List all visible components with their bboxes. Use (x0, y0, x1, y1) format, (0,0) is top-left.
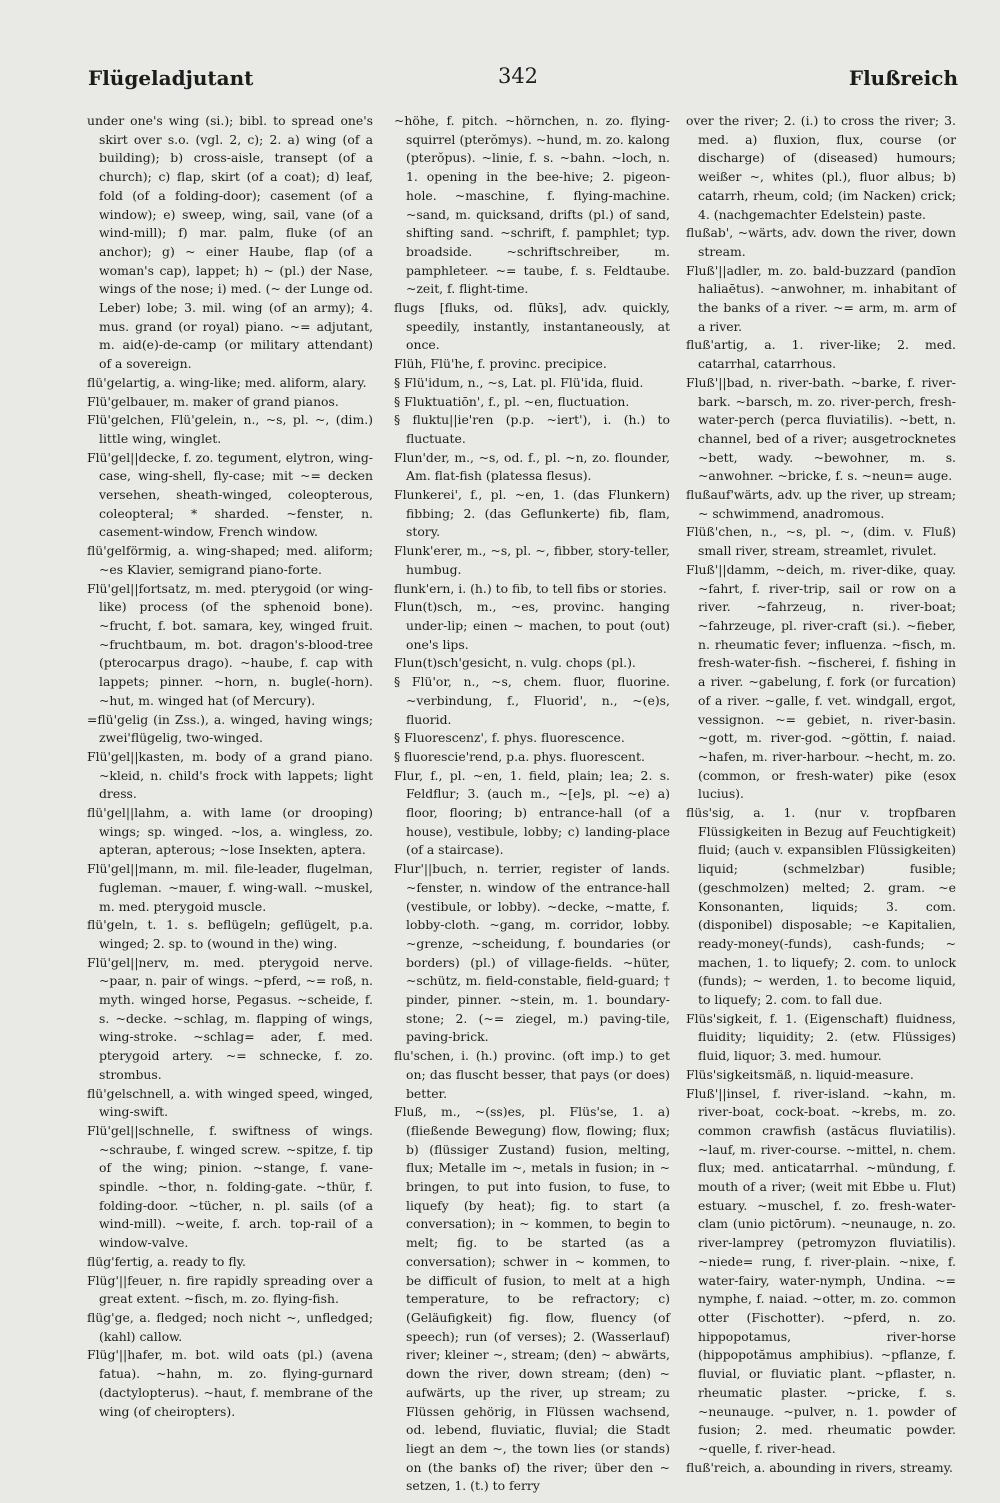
dictionary-entry: Flunkerei', f., pl. ~en, 1. (das Flunkern) fibbing; 2. (das Geflunkerte) fib, flam, story. (394, 487, 670, 540)
dictionary-entry: Flü'gel||schnelle, f. swiftness of wings. ~schraube, f. winged screw. ~spitze, f. tip of the wing; pinion. ~stange, f. vane-spindle. ~thor, n. folding-gate. ~thür, f. folding-door. ~tücher, n. pl. sails (of a wind-mill). ~weite, f. arch. top-rail of a window-valve. (87, 1122, 373, 1251)
dictionary-entry: =flü'gelig (in Zss.), a. winged, having wings; zwei'flügelig, two-winged. (87, 711, 373, 746)
dictionary-entry: flußauf'wärts, adv. up the river, up stream; ~ schwimmend, anadromous. (686, 487, 956, 521)
dictionary-entry: Flunk'erer, m., ~s, pl. ~, fibber, story-teller, humbug. (394, 543, 670, 577)
dictionary-entry: flußab', ~wärts, adv. down the river, down stream. (686, 225, 956, 259)
dictionary-entry: fluß'reich, a. abounding in rivers, streamy. (686, 1459, 953, 1475)
page-header (78, 58, 958, 98)
dictionary-entry: Flü'gel||mann, m. mil. file-leader, flugelman, fugleman. ~mauer, f. wing-wall. ~muskel, m. med. pterygoid muscle. (87, 861, 373, 914)
dictionary-entry: flüg'ge, a. fledged; noch nicht ~, unfledged; (kahl) callow. (87, 1310, 373, 1344)
dictionary-entry: ~höhe, f. pitch. ~hörnchen, n. zo. flying-squirrel (pterŏmys). ~hund, m. zo. kalong (pterŏpus). ~linie, f. s. ~bahn. ~loch, n. 1. opening in the bee-hive; 2. pigeon-hole. ~maschine, f. flying-machine. ~sand, m. quicksand, drifts (pl.) of sand, shifting sand. ~schrift, f. pamphlet; typ. broadside. ~schriftschreiber, m. pamphleteer. ~= taube, f. s. Feldtaube. ~zeit, f. flight-time. (394, 113, 670, 297)
dictionary-entry: flü'gelförmig, a. wing-shaped; med. aliform; ~es Klavier, semigrand piano-forte. (87, 543, 373, 577)
dictionary-entry: flunk'ern, i. (h.) to fib, to tell fibs or stories. (394, 580, 667, 596)
page-number: 342 (497, 64, 539, 88)
dictionary-entry: Flü'gel||fortsatz, m. med. pterygoid (or wing-like) process (of the sphenoid bone). ~frucht, f. bot. samara, key, winged fruit. ~fruchtbaum, m. bot. dragon's-blood-tree (pterocarpus drago). ~haube, f. cap with lappets; pinner. ~horn, n. bugle(-horn). ~hut, m. winged hat (of Mercury). (87, 580, 373, 708)
dictionary-entry: flüs'sig, a. 1. (nur v. tropfbaren Flüssigkeiten in Bezug auf Feuchtigkeit) fluid; (auch v. expansiblen Flüssigkeiten) liquid; (schmelzbar) fusible; (geschmolzen) melted; 2. gram. ~e Konsonanten, liquids; 3. com. (disponibel) disposable; ~e Kapitalien, ready-money(-funds), cash-funds; ~ machen, 1. to liquefy; 2. com. to unlock (funds); ~ werden, 1. to become liquid, to liquefy; 2. com. to fall due. (686, 805, 956, 1008)
header-right-catchword: Flußreich (848, 66, 958, 90)
dictionary-entry: Fluß'||adler, m. zo. bald-buzzard (pandīon haliaētus). ~anwohner, m. inhabitant of the banks of a river. ~= arm, m. arm of a river. (686, 262, 956, 334)
dictionary-entry: Flun(t)sch'gesicht, n. vulg. chops (pl.). (394, 655, 636, 671)
dictionary-entry: Flun'der, m., ~s, od. f., pl. ~n, zo. flounder, Am. flat-fish (platessa flesus). (394, 449, 670, 484)
column-middle (394, 112, 670, 1494)
column-left (87, 112, 373, 1462)
dictionary-entry: under one's wing (si.); bibl. to spread one's skirt over s.o. (vgl. 2, c); 2. a) wing (of a building); b) cross-aisle, transept (of a church); c) flap, skirt (of a coat); d) leaf, fold (of a folding-door); casement (of a window); e) sweep, wing, sail, vane (of a wind-mill); f) mar. palm, fluke (of an anchor); g) ~ einer Haube, flap (of a woman's cap), lappet; h) ~ (pl.) der Nase, wings of the nose; i) med. (~ der Lunge od. Leber) lobe; 3. mil. wing (of an army); 4. mus. grand (or royal) piano. ~= adjutant, m. aid(e)-de-camp (or military attendant) of a sovereign. (87, 113, 373, 372)
dictionary-entry: § Flü'idum, n., ~s, Lat. pl. Flü'ida, fluid. (394, 374, 644, 390)
dictionary-entry: flü'gelschnell, a. with winged speed, winged, wing-swift. (87, 1085, 373, 1120)
dictionary-entry: Flü'gelbauer, m. maker of grand pianos. (87, 393, 339, 409)
dictionary-entry: flü'geln, t. 1. s. beflügeln; geflügelt, p.a. winged; 2. sp. to (wound in the) wing. (87, 917, 373, 951)
dictionary-entry: Fluß'||damm, ~deich, m. river-dike, quay. ~fahrt, f. river-trip, sail or row on a river. ~fahrzeug, n. river-boat; ~fahrzeuge, pl. river-craft (si.). ~fieber, n. rheumatic fever; influenza. ~fisch, m. fresh-water-fish. ~fischerei, f. fishing in a river. ~gabelung, f. fork (or furcation) of a river. ~galle, f. vet. windgall, ergot, vessignon. ~= gebiet, n. river-basin. ~gott, m. river-god. ~göttin, f. naiad. ~hafen, m. river-harbour. ~hecht, m. zo. (common, or fresh-water) pike (esox lucius). (686, 561, 956, 802)
dictionary-entry: § fluorescie'rend, p.a. phys. fluorescent. (394, 748, 645, 764)
dictionary-entry: Fluß'||insel, f. river-island. ~kahn, m. river-boat, cock-boat. ~krebs, m. zo. common crawfish (astăcus fluviatilis). ~lauf, m. river-course. ~mittel, n. chem. flux; med. anticatarrhal. ~mündung, f. mouth of a river; (weit mit Ebbe u. Flut) estuary. ~muschel, f. zo. fresh-water-clam (unio pictōrum). ~neunauge, n. zo. river-lamprey (petromyzon fluviatilis). ~niede= rung, f. river-plain. ~nixe, f. water-fairy, water-nymph, Undina. ~= nymphe, f. naiad. ~otter, m. zo. common otter (Fischotter). ~pferd, n. zo. hippopotamus, river-horse (hippopotămus amphibius). ~pflanze, f. fluvial, or fluviatic plant. ~pflaster, n. rheumatic plaster. ~pricke, f. s. ~neunauge. ~pulver, n. 1. powder of fusion; 2. med. rheumatic powder. ~quelle, f. river-head. (686, 1085, 956, 1456)
column-right (686, 112, 956, 1475)
dictionary-entry: § Flü'or, n., ~s, chem. fluor, fluorine. ~verbindung, f., Fluorid', n., ~(e)s, fluorid. (394, 674, 670, 727)
dictionary-entry: flü'gelartig, a. wing-like; med. aliform, alary. (87, 374, 367, 390)
dictionary-entry: Flun(t)sch, m., ~es, provinc. hanging under-lip; einen ~ machen, to pout (out) one's lips. (394, 599, 670, 652)
dictionary-entry: Fluß'||bad, n. river-bath. ~barke, f. river-bark. ~barsch, m. zo. river-perch, fresh-water-perch (perca fluviatilis). ~bett, n. channel, bed of a river; ausgetrocknetes ~bett, wady. ~bewohner, m. s. ~anwohner. ~bricke, f. s. ~neun= auge. (686, 374, 956, 484)
dictionary-entry: § Fluktuatiōn', f., pl. ~en, fluctuation. (394, 393, 630, 409)
dictionary-entry: § Fluorescenz', f. phys. fluorescence. (394, 730, 625, 746)
dictionary-entry: § fluktu||ie'ren (p.p. ~iert'), i. (h.) to fluctuate. (394, 412, 670, 446)
dictionary-entry: Fluß, m., ~(ss)es, pl. Flüs'se, 1. a) (fließende Bewegung) flow, flowing; flux; b) (flüssiger Zustand) fusion, melting, flux; Metalle im ~, metals in fusion; in ~ bringen, to put into fusion, to fuse, to liquefy (by heat); fig. to start (a conversation); in ~ kommen, to begin to melt; fig. to be started (as a conversation); schwer in ~ kommen, to be difficult of fusion, to melt at a high temperature, to be refractory; c) (Geläufigkeit) fig. flow, fluency (of speech); run (of verses); 2. (Wasserlauf) river; kleiner ~, stream; (den) ~ abwärts, down the river, down stream; (den) ~ aufwärts, up the river, up stream; zu Flüssen gehörig, in Flüssen wachsend, od. lebend, fluviatic, fluvial; die Stadt liegt an dem ~, the town lies (or stands) on (the banks of) the river; über den ~ setzen, 1. (t.) to ferry (394, 1104, 670, 1494)
dictionary-entry: Flüs'sigkeitsmäß, n. liquid-measure. (686, 1066, 914, 1082)
dictionary-entry: flü'gel||lahm, a. with lame (or drooping) wings; sp. winged. ~los, a. wingless, zo. apteran, apterous; ~lose Insekten, aptera. (87, 805, 373, 858)
dictionary-entry: over the river; 2. (i.) to cross the river; 3. med. a) fluxion, flux, course (or discharge) of (diseased) humours; weißer ~, whites (pl.), fluor albus; b) catarrh, rheum, cold; (im Nacken) crick; 4. (nachgemachter Edelstein) paste. (686, 113, 956, 222)
dictionary-entry: Flüg'||hafer, m. bot. wild oats (pl.) (avena fatua). ~hahn, m. zo. flying-gurnard (dactylopterus). ~haut, f. membrane of the wing (of cheiropters). (87, 1347, 373, 1419)
dictionary-entry: flüg'fertig, a. ready to fly. (87, 1253, 246, 1269)
dictionary-entry: Flur, f., pl. ~en, 1. field, plain; lea; 2. s. Feldflur; 3. (auch m., ~[e]s, pl. ~e) a) floor, flooring; b) entrance-hall (of a house), vestibule, lobby; c) landing-place (of a staircase). (394, 767, 670, 858)
dictionary-entry: Flü'gel||kasten, m. body of a grand piano. ~kleid, n. child's frock with lappets; light dress. (87, 748, 373, 802)
dictionary-entry: Flüß'chen, n., ~s, pl. ~, (dim. v. Fluß) small river, stream, streamlet, rivulet. (686, 524, 956, 559)
dictionary-entry: Flüh, Flü'he, f. provinc. precipice. (394, 356, 607, 372)
dictionary-entry: Flü'gel||decke, f. zo. tegument, elytron, wing-case, wing-shell, fly-case; mit ~= decken versehen, sheath-winged, coleopterous, coleopteral; * sharded. ~fenster, n. casement-window, French window. (87, 449, 373, 540)
header-left-catchword: Flügeladjutant (88, 66, 254, 90)
dictionary-entry: flugs [fluks, od. flūks], adv. quickly, speedily, instantly, instantaneously, at once. (394, 300, 670, 353)
dictionary-entry: Flü'gel||nerv, m. med. pterygoid nerve. ~paar, n. pair of wings. ~pferd, ~= roß, n. myth. winged horse, Pegasus. ~scheide, f. s. ~decke. ~schlag, m. flapping of wings, wing-stroke. ~schlag= ader, f. med. pterygoid artery. ~= schnecke, f. zo. strombus. (87, 954, 373, 1082)
dictionary-entry: flu'schen, i. (h.) provinc. (oft imp.) to get on; das fluscht besser, that pays (or does) better. (394, 1048, 670, 1101)
dictionary-entry: Flü'gelchen, Flü'gelein, n., ~s, pl. ~, (dim.) little wing, winglet. (87, 412, 373, 446)
dictionary-entry: fluß'artig, a. 1. river-like; 2. med. catarrhal, catarrhous. (686, 337, 956, 372)
dictionary-entry: Flüs'sigkeit, f. 1. (Eigenschaft) fluidness, fluidity; liquidity; 2. (etw. Flüssiges) fluid, liquor; 3. med. humour. (686, 1010, 956, 1064)
dictionary-entry: Flur'||buch, n. terrier, register of lands. ~fenster, n. window of the entrance-hall (vestibule, or lobby). ~decke, ~matte, f. lobby-cloth. ~gang, m. corridor, lobby. ~grenze, ~scheidung, f. boundaries (or borders) (pl.) of village-fields. ~hüter, ~schütz, m. field-constable, field-guard; † pinder, pinner. ~stein, m. 1. boundary-stone; 2. (~= ziegel, m.) paving-tile, paving-brick. (394, 861, 670, 1045)
dictionary-entry: Flüg'||feuer, n. fire rapidly spreading over a great extent. ~fisch, m. zo. flying-fish. (87, 1272, 373, 1307)
